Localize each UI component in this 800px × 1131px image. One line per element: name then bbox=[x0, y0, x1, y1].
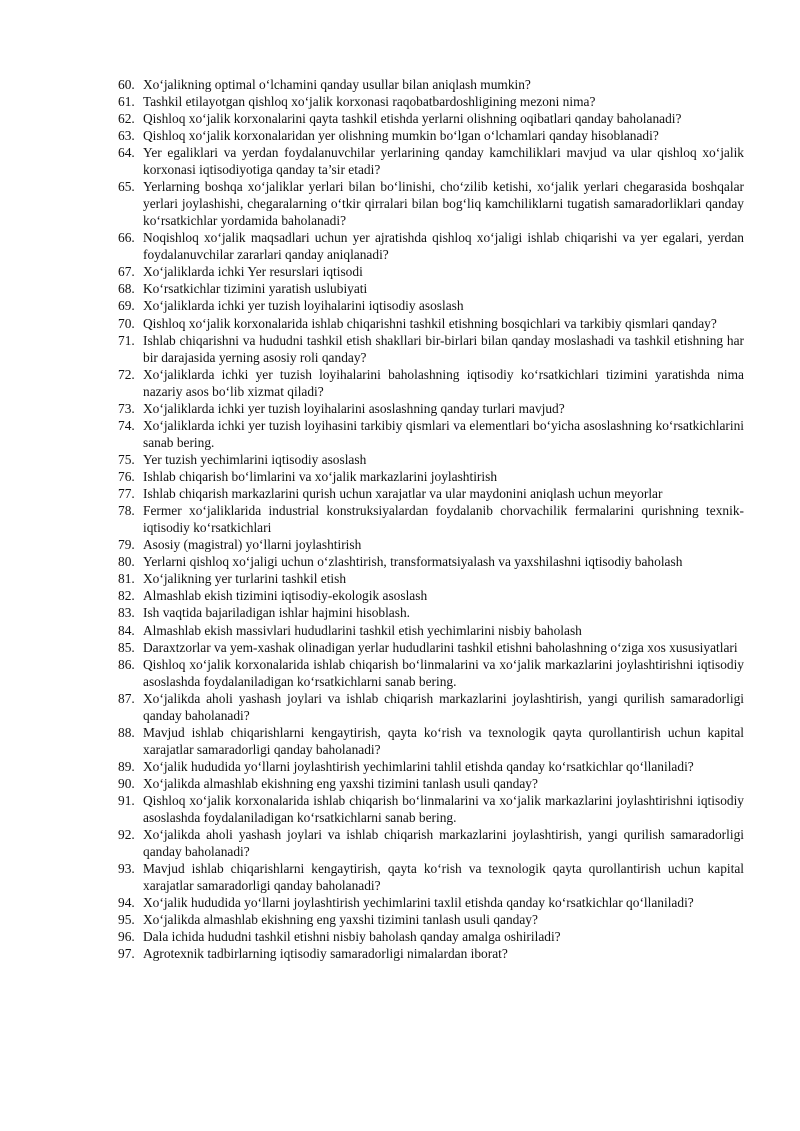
question-item bbox=[118, 230, 744, 264]
question-number: 60. bbox=[118, 77, 135, 92]
question-number: 71. bbox=[118, 332, 135, 348]
question-item bbox=[118, 554, 744, 571]
question-item bbox=[118, 298, 744, 315]
question-text: Yerlarni qishloq xo‘jaligi uchun o‘zlashtirish, transformatsiyalash va yaxshilashni iqtisodiy baholash bbox=[143, 554, 683, 570]
question-number: 86. bbox=[118, 656, 135, 672]
question-text: Xo‘jaliklarda ichki yer tuzish loyihalarini asoslashning qanday turlari mavjud? bbox=[143, 400, 565, 416]
question-text: Asosiy (magistral) yo‘llarni joylashtirish bbox=[143, 537, 362, 553]
question-text: Qishloq xo‘jalik korxonalarida ishlab chiqarish bo‘linmalarini va xo‘jalik markazlarini joylashtirishni iqtisodiy asoslashda foydalaniladigan ko‘rsatkichlarni sanab bering. bbox=[143, 656, 744, 689]
question-text: Almashlab ekish massivlari hududlarini tashkil etish yechimlarini nisbiy baholash bbox=[143, 622, 582, 638]
question-text: Ishlab chiqarish markazlarini qurish uchun xarajatlar va ular maydonini aniqlash uchun meyorlar bbox=[143, 485, 663, 501]
question-text: Xo‘jaliklarda ichki yer tuzish loyihalarini iqtisodiy asoslash bbox=[143, 298, 464, 314]
question-text: Xo‘jalik hududida yo‘llarni joylashtirish yechimlarini taxlil etishda qanday ko‘rsatkichlar qo‘llaniladi? bbox=[143, 894, 694, 910]
question-number: 68. bbox=[118, 281, 135, 297]
question-text: Qishloq xo‘jalik korxonalarini qayta tashkil etishda yerlarni olishning oqibatlari qanday baholanadi? bbox=[143, 111, 682, 127]
question-number: 69. bbox=[118, 298, 135, 314]
question-item bbox=[118, 179, 744, 230]
question-text: Xo‘jaliklarda ichki yer tuzish loyihasini tarkibiy qismlari va elementlari bo‘yicha asoslashning ko‘rsatkichlarini sanab bering. bbox=[143, 417, 744, 450]
question-item bbox=[118, 401, 744, 418]
question-number: 73. bbox=[118, 400, 135, 416]
question-text: Ko‘rsatkichlar tizimini yaratish uslubiyati bbox=[143, 281, 368, 297]
question-text: Agrotexnik tadbirlarning iqtisodiy samaradorligi nimalardan iborat? bbox=[143, 946, 508, 962]
question-text: Noqishloq xo‘jalik maqsadlari uchun yer ajratishda qishloq xo‘jaligi ishlab chiqarishi va yer egalari, yerdan foydalanuvchilar zararlari qanday aniqlanadi? bbox=[143, 230, 744, 263]
question-item bbox=[118, 895, 744, 912]
question-number: 81. bbox=[118, 571, 135, 587]
question-number: 70. bbox=[118, 315, 135, 331]
question-number: 63. bbox=[118, 128, 135, 144]
question-text: Ish vaqtida bajariladigan ishlar hajmini hisoblash. bbox=[143, 605, 411, 621]
question-item bbox=[118, 640, 744, 657]
question-text: Tashkil etilayotgan qishloq xo‘jalik korxonasi raqobatbardoshligining mezoni nima? bbox=[143, 94, 596, 110]
question-text: Xo‘jalikda aholi yashash joylari va ishlab chiqarish markazlarini joylashtirish, yangi qurilish samaradorligi qanday baholanadi? bbox=[143, 690, 744, 723]
question-item bbox=[118, 469, 744, 486]
question-number: 78. bbox=[118, 503, 135, 519]
question-number: 97. bbox=[118, 946, 135, 962]
question-number: 85. bbox=[118, 639, 135, 655]
question-text: Yer tuzish yechimlarini iqtisodiy asoslash bbox=[143, 451, 367, 467]
question-item bbox=[118, 316, 744, 333]
question-text: Qishloq xo‘jalik korxonalaridan yer olishning mumkin bo‘lgan o‘lchamlari qanday hisoblanadi? bbox=[143, 128, 659, 144]
question-number: 64. bbox=[118, 145, 135, 161]
question-number: 74. bbox=[118, 417, 135, 433]
question-text: Xo‘jaliklarda ichki yer tuzish loyihalarini baholashning iqtisodiy ko‘rsatkichlari tizimini yaratishda nima nazariy asos bo‘lib xizmat qiladi? bbox=[143, 366, 744, 399]
question-number: 77. bbox=[118, 485, 135, 501]
question-number: 89. bbox=[118, 758, 135, 774]
question-number: 90. bbox=[118, 775, 135, 791]
question-text: Mavjud ishlab chiqarishlarni kengaytirish, qayta ko‘rish va texnologik qayta qurollantirish uchun kapital xarajatlar samaradorligi qanday baholanadi? bbox=[143, 860, 744, 893]
question-number: 96. bbox=[118, 929, 135, 945]
question-item bbox=[118, 793, 744, 827]
question-item bbox=[118, 861, 744, 895]
question-number: 84. bbox=[118, 622, 135, 638]
question-number: 62. bbox=[118, 111, 135, 127]
question-text: Qishloq xo‘jalik korxonalarida ishlab chiqarish bo‘linmalarini va xo‘jalik markazlarini joylashtirishni iqtisodiy asoslashda foydalaniladigan ko‘rsatkichlarni sanab bering. bbox=[143, 792, 744, 825]
question-item bbox=[118, 367, 744, 401]
question-number: 88. bbox=[118, 724, 135, 740]
question-item bbox=[118, 571, 744, 588]
question-item bbox=[118, 946, 744, 963]
question-number: 92. bbox=[118, 826, 135, 842]
question-number: 83. bbox=[118, 605, 135, 621]
question-text: Qishloq xo‘jalik korxonalarida ishlab chiqarishni tashkil etishning bosqichlari va tarkibiy qismlari qanday? bbox=[143, 315, 717, 331]
question-number: 76. bbox=[118, 468, 135, 484]
question-number: 72. bbox=[118, 366, 135, 382]
question-item bbox=[118, 605, 744, 622]
question-item bbox=[118, 537, 744, 554]
question-text: Almashlab ekish tizimini iqtisodiy-ekologik asoslash bbox=[143, 588, 428, 604]
question-item bbox=[118, 145, 744, 179]
question-text: Xo‘jalikda almashlab ekishning eng yaxshi tizimini tanlash usuli qanday? bbox=[143, 911, 538, 927]
question-number: 65. bbox=[118, 179, 135, 195]
question-item bbox=[118, 759, 744, 776]
question-item bbox=[118, 333, 744, 367]
question-text: Ishlab chiqarishni va hududni tashkil etish shakllari bir-birlari bilan qanday moslashadi va tashkil etishning har bir darajasida yerning asosiy roli qanday? bbox=[143, 332, 744, 365]
question-item bbox=[118, 657, 744, 691]
question-item bbox=[118, 111, 744, 128]
question-number: 91. bbox=[118, 792, 135, 808]
question-text: Dala ichida hududni tashkil etishni nisbiy baholash qanday amalga oshiriladi? bbox=[143, 929, 561, 945]
question-item bbox=[118, 418, 744, 452]
question-number: 66. bbox=[118, 230, 135, 246]
question-list bbox=[118, 77, 744, 963]
question-item bbox=[118, 588, 744, 605]
question-text: Mavjud ishlab chiqarishlarni kengaytirish, qayta ko‘rish va texnologik qayta qurollantirish uchun kapital xarajatlar samaradorligi qanday baholanadi? bbox=[143, 724, 744, 757]
question-text: Ishlab chiqarish bo‘limlarini va xo‘jalik markazlarini joylashtirish bbox=[143, 468, 498, 484]
question-number: 80. bbox=[118, 554, 135, 570]
question-item bbox=[118, 503, 744, 537]
question-item bbox=[118, 912, 744, 929]
question-item bbox=[118, 452, 744, 469]
question-item bbox=[118, 725, 744, 759]
question-number: 95. bbox=[118, 911, 135, 927]
question-number: 87. bbox=[118, 690, 135, 706]
question-text: Xo‘jalikda almashlab ekishning eng yaxshi tizimini tanlash usuli qanday? bbox=[143, 775, 538, 791]
question-item bbox=[118, 94, 744, 111]
question-number: 75. bbox=[118, 451, 135, 467]
question-text: Yer egaliklari va yerdan foydalanuvchilar yerlarining qanday kamchiliklari mavjud va ular qishloq xo‘jalik korxonasi iqtisodiyotiga qanday ta’sir etadi? bbox=[143, 145, 744, 178]
question-text: Xo‘jalikda aholi yashash joylari va ishlab chiqarish markazlarini joylashtirish, yangi qurilish samaradorligi qanday baholanadi? bbox=[143, 826, 744, 859]
question-item bbox=[118, 486, 744, 503]
question-text: Fermer xo‘jaliklarida industrial konstruksiyalardan foydalanib chorvachilik fermalarini qurishning texnik-iqtisodiy ko‘rsatkichlari bbox=[143, 503, 744, 535]
question-item bbox=[118, 691, 744, 725]
question-number: 61. bbox=[118, 94, 135, 110]
question-item bbox=[118, 776, 744, 793]
question-item bbox=[118, 264, 744, 281]
question-number: 82. bbox=[118, 588, 135, 604]
question-text: Xo‘jaliklarda ichki Yer resurslari iqtisodi bbox=[143, 264, 363, 280]
question-text: Daraxtzorlar va yem-xashak olinadigan yerlar hududlarini tashkil etishni baholashning o‘ziga xos xususiyatlari bbox=[143, 639, 738, 655]
question-item bbox=[118, 827, 744, 861]
question-number: 67. bbox=[118, 264, 135, 280]
question-item bbox=[118, 929, 744, 946]
question-text: Xo‘jalikning optimal o‘lchamini qanday usullar bilan aniqlash mumkin? bbox=[143, 77, 531, 92]
question-number: 79. bbox=[118, 537, 135, 553]
question-text: Xo‘jalik hududida yo‘llarni joylashtirish yechimlarini tahlil etishda qanday ko‘rsatkichlar qo‘llaniladi? bbox=[143, 758, 694, 774]
question-item bbox=[118, 128, 744, 145]
question-item bbox=[118, 623, 744, 640]
question-number: 94. bbox=[118, 894, 135, 910]
question-item bbox=[118, 281, 744, 298]
question-text: Yerlarning boshqa xo‘jaliklar yerlari bilan bo‘linishi, cho‘zilib ketishi, xo‘jalik yerlari chegarasida boshqalar yerlari joylashishi, chegaralarning o‘tkir qirralari bilan bog‘liq kamchiliklarni tugatish samaradorliklari qanday ko‘rsatkichlar yordamida baholanadi? bbox=[143, 179, 744, 229]
question-item bbox=[118, 77, 744, 94]
question-number: 93. bbox=[118, 860, 135, 876]
question-text: Xo‘jalikning yer turlarini tashkil etish bbox=[143, 571, 347, 587]
